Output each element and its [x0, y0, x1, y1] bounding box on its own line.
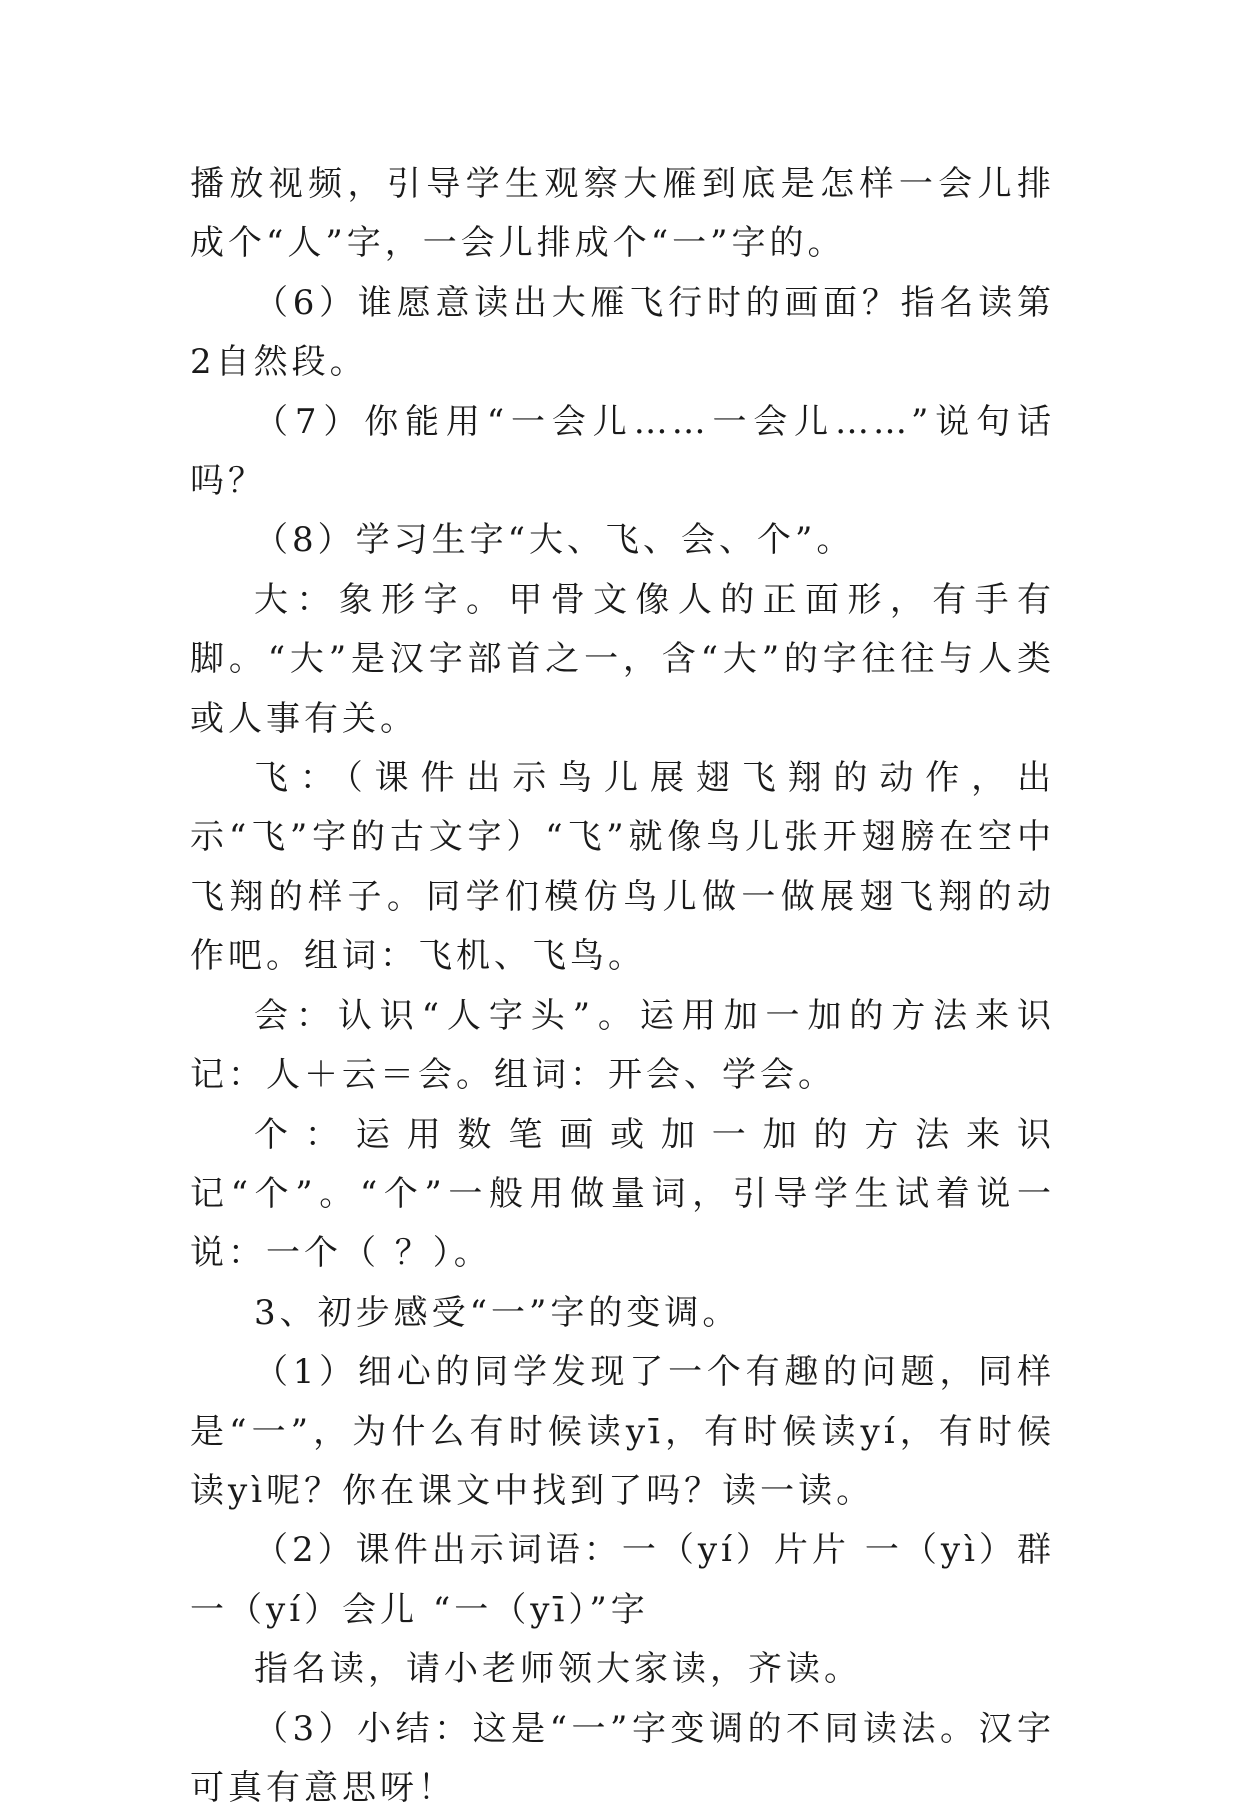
- paragraph-char-fei: 飞：（课件出示鸟儿展翅飞翔的动作，出示“飞”字的古文字）“飞”就像鸟儿张开翅膀在空中飞翔的样子。同学们模仿鸟儿做一做展翅飞翔的动作吧。组词：飞机、飞鸟。: [190, 758, 1055, 977]
- document-body: [190, 155, 1070, 1818]
- paragraph-word-list: （2）课件出示词语：一（yí）片片 一（yì）群 一（yí）会儿 “一（yī）”字: [190, 1530, 1070, 1630]
- paragraph-char-da: 大：象形字。甲骨文像人的正面形，有手有脚。“大”是汉字部首之一，含“大”的字往往与人类或人事有关。: [190, 579, 1055, 739]
- paragraph-char-hui: 会：认识“人字头”。运用加一加的方法来识记：人＋云＝会。组词：开会、学会。: [190, 995, 1055, 1096]
- paragraph-summary: （3）小结：这是“一”字变调的不同读法。汉字可真有意思呀！: [190, 1708, 1055, 1808]
- paragraph-question-6: （6）谁愿意读出大雁飞行时的画面？指名读第2自然段。: [190, 282, 1055, 383]
- paragraph-char-ge: 个：运用数笔画或加一加的方法来识记“个”。“个”一般用做量词，引导学生试着说一说：一个（ ？）。: [190, 1114, 1055, 1274]
- paragraph-question-8: （8）学习生字“大、飞、会、个”。: [254, 520, 855, 561]
- paragraph-tone-question: （1）细心的同学发现了一个有趣的问题，同样是“一”，为什么有时候读yī，有时候读yí，有时候读yì呢？你在课文中找到了吗？读一读。: [190, 1352, 1055, 1511]
- paragraph-section-3: 3、初步感受“一”字的变调。: [254, 1292, 741, 1333]
- paragraph-reading: 指名读，请小老师领大家读，齐读。: [254, 1649, 862, 1690]
- paragraph-question-7: （7）你能用“一会儿……一会儿……”说句话吗？: [190, 401, 1055, 502]
- paragraph-video: 播放视频，引导学生观察大雁到底是怎样一会儿排成个“人”字，一会儿排成个“一”字的。: [190, 164, 1055, 264]
